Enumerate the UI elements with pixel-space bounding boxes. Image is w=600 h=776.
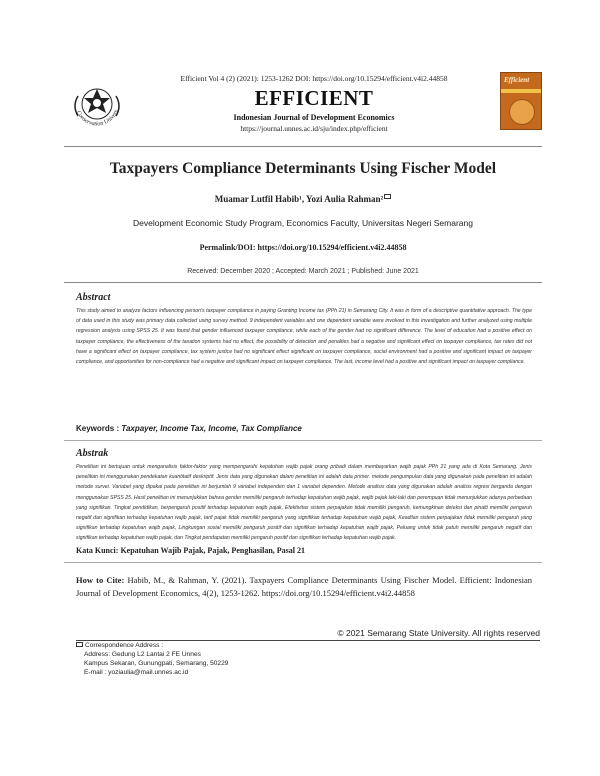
journal-title: EFFICIENT (254, 86, 374, 110)
cite-label: How to Cite: (76, 575, 125, 585)
journal-header (64, 70, 542, 142)
article-title: Taxpayers Compliance Determinants Using Fischer Model (109, 160, 497, 177)
cover-title: Efficient (504, 76, 530, 84)
article-authors (64, 194, 542, 204)
keywords-label: Keywords : (76, 424, 120, 433)
how-to-cite (76, 574, 532, 599)
abstrak-heading: Abstrak (76, 448, 109, 459)
correspondence-block (76, 641, 376, 677)
abstract-heading: Abstract (76, 292, 111, 303)
correspondence-campus: Kampus Sekaran, Gunungpati, Semarang, 50229 (84, 660, 229, 667)
university-logo-icon (66, 76, 128, 138)
authors-text: Muamar Lutfil Habib¹, Yozi Aulia Rahman² (214, 194, 384, 204)
keywords-value: Taxpayer, Income Tax, Income, Tax Compliance (121, 424, 302, 433)
keywords (76, 424, 532, 433)
journal-url[interactable]: https://journal.unnes.ac.id/sju/index.php/efficient (240, 124, 388, 133)
globe-icon (509, 99, 535, 125)
journal-meta: Efficient Vol 4 (2) (2021): 1253-1262 DOI: https://doi.org/10.15294/efficient.v4i2.44858 (180, 74, 448, 83)
article-affiliation: Development Economic Study Program, Economics Faculty, Universitas Negeri Semarang (133, 218, 473, 228)
header-divider (64, 146, 542, 147)
abstract-text: This study aimed to analyze factors influencing person's taxpayer compliance in paying Granting Income tax (PPh 21) in Semarang City. It was in form of a descriptive quantitative approach. The type of data used in this study was primary data collected using survey method. 9 independent variables and one dependent variable were involved in this investigation and further analyzed using multiple regression analysis using SPSS 25. It was found that gender influenced taxpayer compliance, while each of the gender had no significant difference. The level of education had a positive effect on taxpayer compliance, the effectiveness of the taxation systems had no effect, the possibility of detection and penalties had a negative and significant effect on taxpayer compliance, tax rates did not have a significant effect on taxpayer compliance, tax system justice had no significant effect significant on taxpayer compliance, social environment had a positive and significant impact on taxpayer compliance, and opportunities for non-compliance had a negative and significant impact on taxpayer compliance. The last, income level had a positive and significant impact on taxpayer compliance. (76, 308, 532, 366)
correspondence-title-line (76, 641, 376, 650)
article-permalink[interactable]: Permalink/DOI: https://doi.org/10.15294/efficient.v4i2.44858 (199, 243, 407, 252)
journal-cover-thumbnail (500, 72, 542, 130)
cite-text: Habib, M., & Rahman, Y. (2021). Taxpayers Compliance Determinants Using Fischer Model. Efficient: Indonesian Journal of Development Economics, 4(2), 1253-1262. https://doi.org/10.15294/efficient.v4i2.44858 (76, 575, 533, 598)
journal-subtitle: Indonesian Journal of Development Economics (233, 113, 395, 122)
correspondence-address: Address: Gedung L2 Lantai 2 FE Unnes (84, 651, 201, 658)
envelope-icon (384, 194, 391, 199)
kata-kunci: Kata Kunci: Kepatuhan Wajib Pajak, Pajak, Penghasilan, Pasal 21 (76, 546, 305, 555)
dates-divider (64, 282, 542, 283)
copyright: © 2021 Semarang State University. All rights reserved (337, 628, 540, 638)
article-dates: Received: December 2020 ; Accepted: March 2021 ; Published: June 2021 (187, 268, 419, 275)
logo-ring-text: Conservation Univers (74, 109, 120, 128)
envelope-icon (76, 642, 83, 647)
correspondence-email[interactable]: E-mail : yoziaulia@mail.unnes.ac.id (84, 669, 189, 676)
kata-kunci-divider (64, 562, 542, 563)
correspondence-title: Correspondence Address : (85, 642, 164, 649)
cover-band (501, 89, 541, 93)
keywords-divider (64, 440, 542, 441)
abstrak-text: Penelitian ini bertujuan untuk menganalisis faktor-faktor yang mempengaruhi kepatuhan wajib pajak orang pribadi dalam membayarkan wajib pajak PPh 21 yang ada di Kota Semarang. Jenis penelitian ini menggunakan pendekatan kuantitatif deskriptif. Jenis data yang digunakan dalam penelitian ini adalah data primer. metode pengumpulan data yang digunakan pada penelitian ini adalah metode survei. Variabel yang dipakai pada penelitian ini berjumlah 9 variabel independen dan 1 variabel dependen. Metode analisis data yang digunakan adalah analisis regresi berganda dengan menggunakan SPSS 25. Hasil penelitian ini menunjukkan bahwa gender memiliki pengaruh terhadap kepatuhan wajib pajak, wajib pajak laki-laki dan perempuan tidak menunjukkan adanya perbedaan yang signifikan. Tingkat pendidikan, berpengaruh positif terhadap kepatuhan wajib pajak, Efektivitas sistem perpajakan tidak memiliki pengaruh, kemungkinan deteksi dan pinalti memiliki pengaruh negatif dan signifikan terhadap kepatuhan wajib pajak, tarif pajak tidak memiliki pengaruh yang signifikan terhadap kepatuhan wajib pajak, Keadilan sistem perpajakan tidak memiliki pengaruh yang signifikan terhadap kepatuhan wajib pajak, Lingkungan sosial memiliki pengaruh positif dan signifikan terhadap kepatuhan wajib pajak, Peluang untuk tidak patuh memiliki pengaruh negatif dan signifikan terhadap kepatuhan wajib pajak, dan Tingkat pendapatan memiliki pengaruh positif dan signifikan terhadap kepatuhan wajib pajak. (76, 464, 532, 542)
